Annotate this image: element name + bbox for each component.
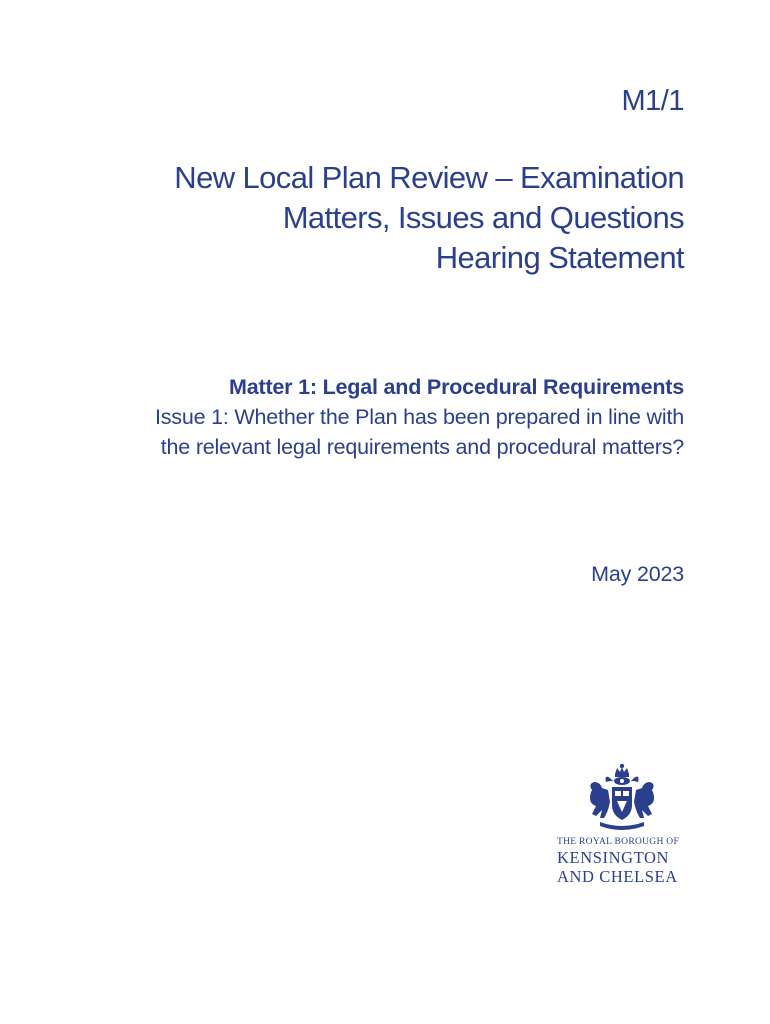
document-reference: M1/1 xyxy=(621,85,684,117)
document-title xyxy=(174,158,684,278)
matter-section xyxy=(155,372,684,462)
borough-logo-text xyxy=(557,836,679,886)
logo-line-chelsea: AND CHELSEA xyxy=(557,867,678,886)
title-line: New Local Plan Review – Examination xyxy=(174,160,684,195)
logo-small-line: THE ROYAL BOROUGH OF xyxy=(557,837,680,847)
logo-line-kensington: KENSINGTON xyxy=(557,848,670,867)
document-date: May 2023 xyxy=(591,562,684,586)
matter-heading: Matter 1: Legal and Procedural Requirements xyxy=(229,375,684,399)
royal-borough-crest-icon xyxy=(582,760,662,832)
title-line: Hearing Statement xyxy=(435,240,684,275)
issue-line: Issue 1: Whether the Plan has been prepared in line with xyxy=(154,405,684,429)
title-line: Matters, Issues and Questions xyxy=(282,200,684,235)
issue-line: the relevant legal requirements and procedural matters? xyxy=(160,435,684,459)
